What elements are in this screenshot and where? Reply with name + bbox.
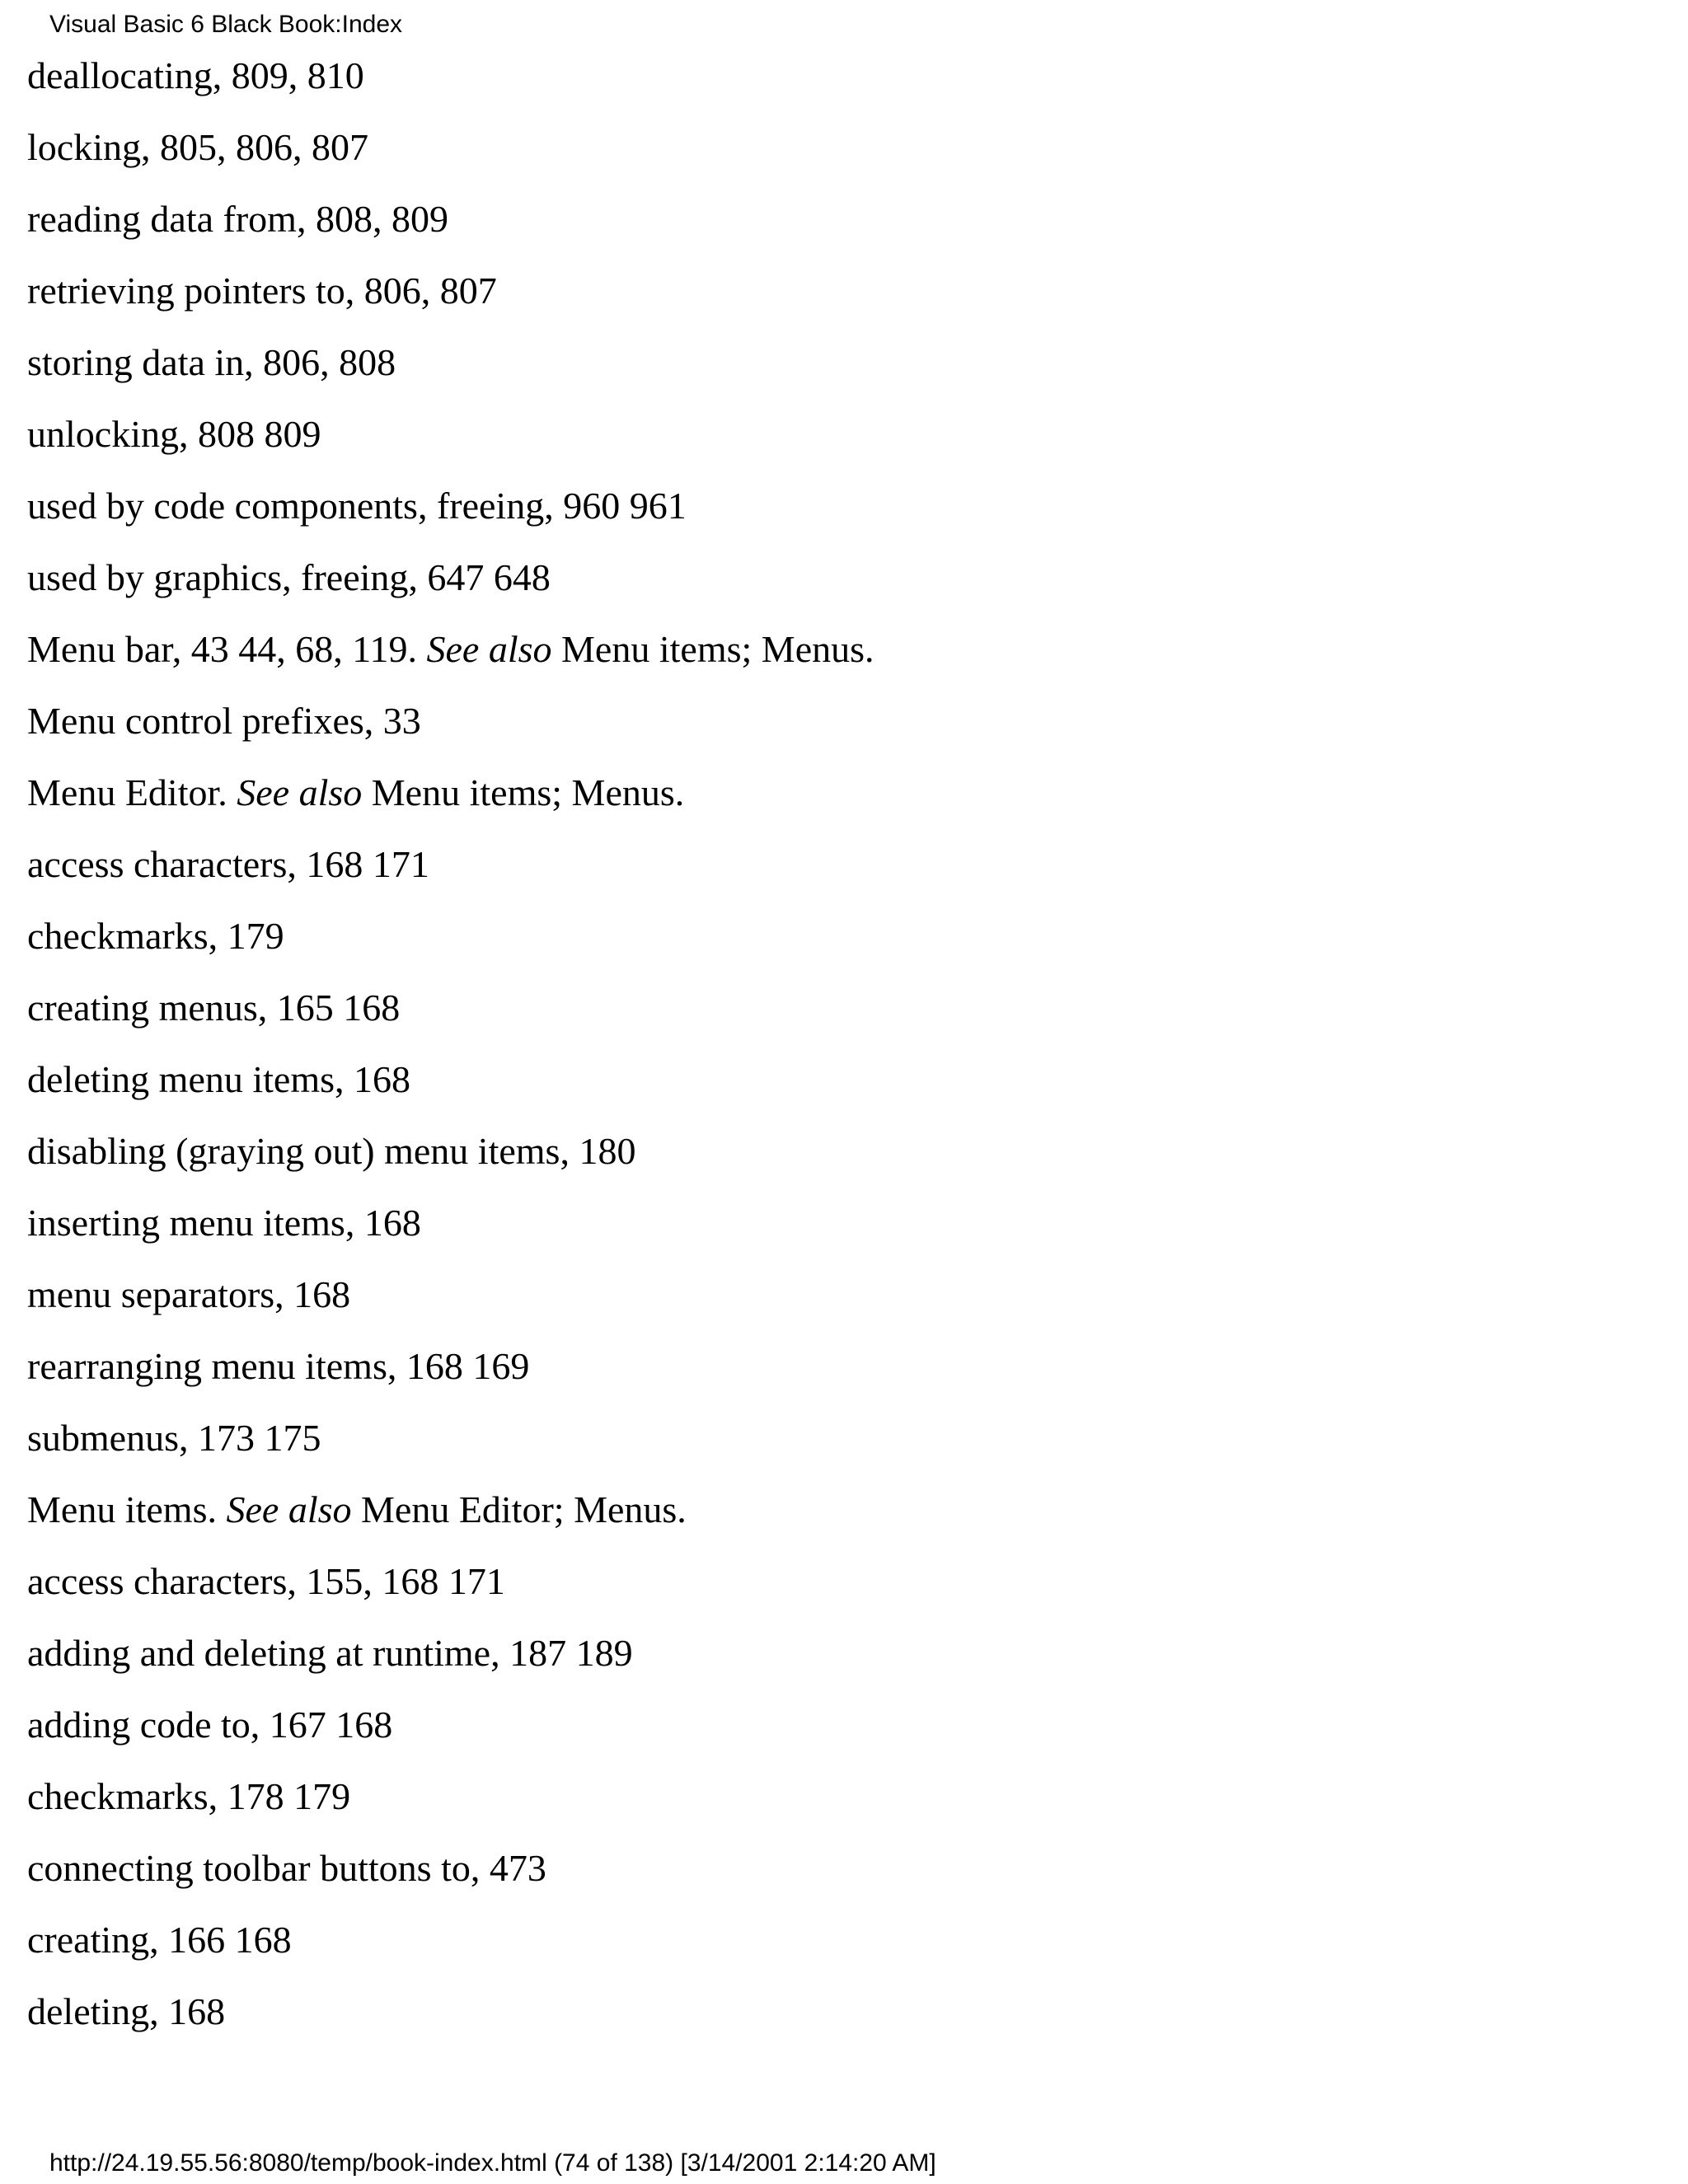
index-entry: access characters, 155, 168 171 — [27, 1560, 505, 1602]
index-entry: checkmarks, 178 179 — [27, 1775, 351, 1817]
index-entry-menu-editor — [27, 768, 1659, 818]
index-entry: storing data in, 806, 808 — [27, 341, 396, 383]
index-entry: unlocking, 808 809 — [27, 413, 321, 455]
index-entry: disabling (graying out) menu items, 180 — [27, 1130, 636, 1172]
page-header: Visual Basic 6 Black Book:Index — [49, 11, 403, 38]
index-entry: rearranging menu items, 168 169 — [27, 1345, 530, 1387]
index-entry: connecting toolbar buttons to, 473 — [27, 1847, 546, 1889]
index-entry: reading data from, 808, 809 — [27, 198, 448, 240]
index-entry: creating menus, 165 168 — [27, 987, 401, 1029]
index-entry: checkmarks, 179 — [27, 915, 284, 957]
entry-text: Menu items. — [27, 1488, 227, 1530]
index-entry-menu-bar — [27, 625, 1659, 674]
index-entry: used by code components, freeing, 960 961 — [27, 485, 687, 527]
index-entries — [27, 51, 1659, 2059]
entry-text: Menu items; Menus. — [551, 628, 874, 670]
index-entry: deallocating, 809, 810 — [27, 54, 364, 96]
index-entry: submenus, 173 175 — [27, 1417, 321, 1459]
see-also-label: See also — [426, 628, 552, 670]
entry-text: Menu Editor. — [27, 771, 237, 813]
index-entry: retrieving pointers to, 806, 807 — [27, 269, 497, 312]
see-also-label: See also — [226, 1488, 352, 1530]
see-also-label: See also — [237, 771, 363, 813]
index-entry: creating, 166 168 — [27, 1919, 292, 1961]
index-entry: locking, 805, 806, 807 — [27, 126, 368, 168]
index-entry: deleting, 168 — [27, 1990, 226, 2032]
index-entry: access characters, 168 171 — [27, 843, 429, 885]
index-entry: deleting menu items, 168 — [27, 1058, 411, 1100]
entry-text: Menu bar, 43 44, 68, 119. — [27, 628, 427, 670]
index-entry: adding code to, 167 168 — [27, 1704, 393, 1746]
entry-text: Menu Editor; Menus. — [351, 1488, 687, 1530]
entry-text: Menu items; Menus. — [362, 771, 685, 813]
index-entry: adding and deleting at runtime, 187 189 — [27, 1632, 633, 1674]
index-entry: used by graphics, freeing, 647 648 — [27, 556, 551, 598]
index-entry: Menu control prefixes, 33 — [27, 700, 421, 742]
index-entry: inserting menu items, 168 — [27, 1202, 421, 1244]
page-footer-url: http://24.19.55.56:8080/temp/book-index.html (74 of 138) [3/14/2001 2:14:20 AM] — [49, 2149, 936, 2177]
index-entry: menu separators, 168 — [27, 1273, 351, 1315]
index-entry-menu-items — [27, 1485, 1659, 1535]
